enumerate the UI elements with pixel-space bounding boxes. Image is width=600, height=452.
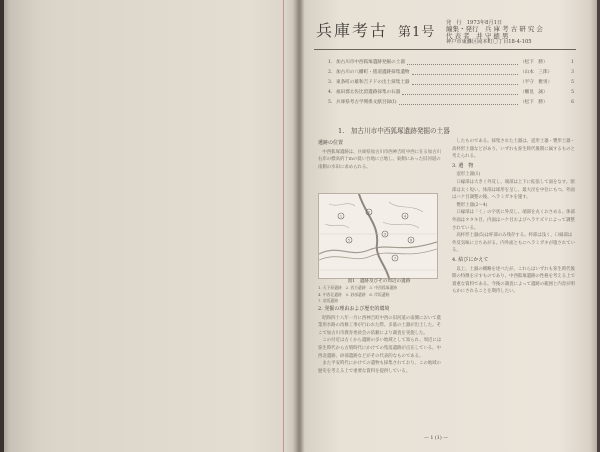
figure-legend: 1. 天下原遺跡 2. 西方遺跡 3. 中西狐塚遺跡 bbox=[318, 285, 398, 291]
map-icon bbox=[319, 194, 437, 278]
svg-text:3: 3 bbox=[383, 232, 387, 237]
table-of-contents bbox=[328, 58, 574, 108]
toc-entry: 5. 兵庫県考古学関係文献目録(Ⅰ) （松下 勝） 6 bbox=[328, 100, 574, 105]
figure-legend: 7. 前坂遺跡 bbox=[318, 298, 339, 304]
site-location-map bbox=[318, 193, 438, 279]
article-title: 1. 加古川市中西狐塚遺跡発掘の土器 bbox=[338, 127, 450, 135]
toc-entry: 2. 加古川の八幡町・猪道遺跡採集遺物 （山本 三郎） 3 bbox=[328, 70, 574, 75]
red-margin-line bbox=[283, 0, 284, 452]
toc-entry: 1. 加古川市中西狐塚遺跡発掘の土器 （松下 勝） 1 bbox=[328, 60, 574, 65]
page-number: — 1 (1) — bbox=[424, 436, 449, 441]
svg-text:2: 2 bbox=[367, 210, 371, 215]
toc-entry: 3. 東条町の雄和吉ドドの出土採集土器 （平守 雅男） 5 bbox=[328, 80, 574, 85]
column-left-top: 遺跡の位置 中西狐塚遺跡は、兵庫県加古川市西神吉町中西に在る加古川右岸の標高約十mの低い台地に立地し、東側にあった旧河道の南側の水田に求められる。 bbox=[318, 140, 441, 170]
svg-text:6: 6 bbox=[409, 238, 413, 243]
column-left-bottom: 2. 発掘の理由および歴史的環境 昭和四十八年一月に西神吉町中西の旧河道の南側において農業用水路の改修工事が行われた際、多量の土器が出土した。そこで加古川市教育委員会の依頼により調査を実施した。 この付近は古くから遺跡の多い地域として知られ、周辺には弥生時代から古墳時代にかけての集落遺跡が点在している。中西北遺跡、砂部遺跡などがその代表的なものである。 また平安時代にかけての遺物も採集されており、この地域の歴史を考える上で重要な資料を提供している。 bbox=[318, 306, 442, 374]
figure-caption: 図1 遺跡及びその周辺の遺跡 1. 天下原遺跡 2. 西方遺跡 3. 中西狐塚遺跡 4. 中西北遺跡 5. 砂部遺跡 6. 岸坂遺跡 7. 前坂遺跡 bbox=[318, 279, 440, 305]
svg-text:1: 1 bbox=[339, 214, 343, 219]
book-gutter bbox=[293, 0, 305, 452]
svg-text:4: 4 bbox=[403, 214, 407, 219]
toc-entry: 4. 福田郡太佐比留遺跡採集の石器 （櫃見 誠） 5 bbox=[328, 90, 574, 95]
svg-text:7: 7 bbox=[393, 256, 397, 261]
header-rule bbox=[314, 49, 576, 50]
journal-title: 兵庫考古 第1号 bbox=[316, 21, 436, 40]
issue-number: 第1号 bbox=[398, 25, 436, 40]
left-page-edge bbox=[0, 0, 4, 452]
column-right: したものである。採集された土器は、壺形土器・甕形土器・高杯形土器などがあり、いずれも弥生時代後期に属するものと考えられる。 3. 遺 物 壺形土器(1) 口縁部は大きく外反し、端部は上下に拡張して面をなす。頸部は太く短い。体部は球形を呈し、最大径を中位にもつ。外面はハケ目調整の後、ヘラミガキを施す。 甕形土器(2〜4) 口縁部は「く」の字状に外反し、端部を丸くおさめる。体部外面はタタキ目、内面はハケ目およびヘラケズリによって調整されている。 高杯形土器(5)は杯部のみ残存する。杯部は浅く、口縁部は外反気味に立ちあがる。内外面ともにヘラミガキが施されている。 4. 結びにかえて 以上、土器の概略を述べたが、これらはいずれも弥生時代後期の特徴を示すものであり、中西狐塚遺跡の性格を考える上で貴重な資料である。今後の調査によって遺跡の範囲と内容が明らかにされることを期待したい。 bbox=[452, 139, 575, 295]
svg-text:5: 5 bbox=[347, 238, 351, 243]
publication-info: 発 行 1973年8月1日 編集・発行 兵 庫 考 古 研 究 会 代 表 者 井 守 徳 男 神戸市東灘区岡本町〇丁目18-4-105 bbox=[446, 20, 543, 46]
figure-legend: 4. 中西北遺跡 5. 砂部遺跡 6. 岸坂遺跡 bbox=[318, 291, 390, 297]
